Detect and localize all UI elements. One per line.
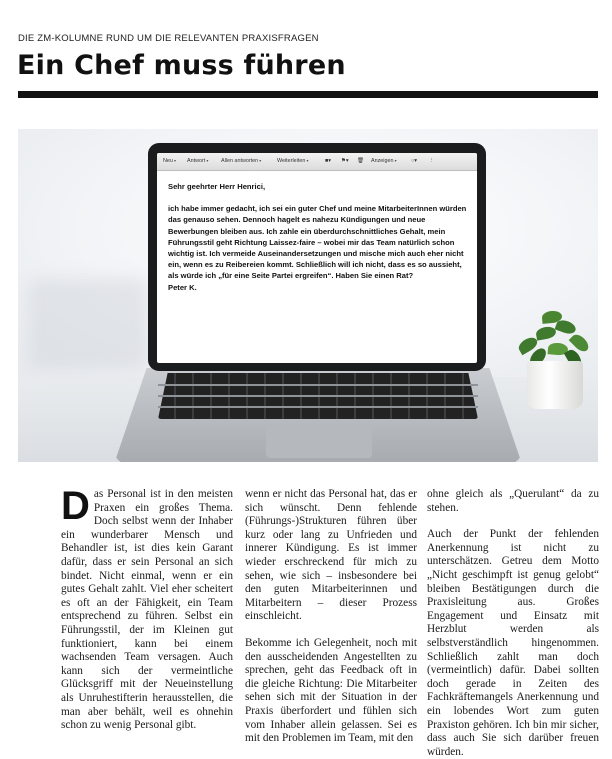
trash-icon: 🗑: [357, 158, 364, 164]
kicker: DIE ZM-KOLUMNE RUND UM DIE RELEVANTEN PRAXISFRAGEN: [18, 33, 319, 44]
laptop-screen: [157, 153, 477, 363]
folder-icon: ■▾: [325, 158, 331, 164]
column-2-paragraph-1: wenn er nicht das Personal hat, das er sich wünscht. Denn fehlende (Führungs-)Strukturen führen über kurz oder lang zu Unfrieden und innerer Kündigung. Es ist immer wieder erschreckend für mich zu sehen, wie sich – insbesondere bei den guten Mitarbeiterinnen und Mitarbeitern – dieser Prozess einschleicht.: [245, 488, 417, 623]
headline: Ein Chef muss führen: [17, 50, 346, 81]
plant-pot: [527, 361, 583, 409]
toolbar-forward: Weiterleiten ▾: [277, 158, 309, 164]
laptop-trackpad: [266, 424, 372, 458]
column-2-paragraph-2: Bekomme ich Gelegenheit, noch mit den ausscheidenden Angestellten zu sprechen, geht das Feedback oft in die gleiche Richtung: Die Mitarbeiter sehen sich mit der Situation in der Praxis überfordert und fühlen sich vom Inhaber allein gelassen. Sei es mit den Problemen im Team, mit den: [245, 636, 417, 745]
toolbar-view: Anzeigen ▾: [371, 158, 397, 164]
headline-rule: [18, 91, 598, 98]
article-column-3: [427, 488, 599, 759]
column-3-paragraph-1: ohne gleich als „Querulant“ da zu stehen.: [427, 488, 599, 514]
mail-letter: [168, 181, 468, 293]
toolbar-reply: Antwort ▾: [187, 158, 209, 164]
flag-icon: ⚑▾: [341, 158, 349, 164]
laptop-photo: [18, 129, 598, 462]
mail-toolbar: [157, 153, 477, 171]
letter-body: ich habe immer gedacht, ich sei ein guter Chef und meine MitarbeiterInnen würden das genauso sehen. Dennoch hagelt es nahezu Kündigungen und neue Bewerbungen bleiben aus. Ich zahle ein überdurchschnittliches Gehalt, mein Führungsstil geht Richtung Laissez-faire – wobei mir das Team natürlich schon wichtig ist. Ich vermeide Auseinandersetzungen und mische mich auch eher nicht ein, wenn es zu Reibereien kommt. Schließlich will ich nicht, dass es so aussieht, als würde ich „für eine Seite Partei ergreifen“. Haben Sie einen Rat?: [168, 204, 467, 281]
search-icon: ○▾: [411, 158, 417, 164]
letter-salutation: Sehr geehrter Herr Henrici,: [168, 182, 266, 191]
article-column-2: [245, 488, 417, 746]
column-3-paragraph-2: Auch der Punkt der fehlenden Anerkennung ist nicht zu unterschätzen. Getreu dem Motto „Nicht geschimpft ist genug gelobt“ bleiben Bestätigungen durch die Praxisleitung aus. Großes Engagement und Einsatz mit Herzblut werden als selbstverständlich hingenommen. Schließlich zahlt man doch (vermeintlich) dafür. Dabei sollten doch gerade in Zeiten des Fachkräftemangels Anerkennung und ein lobendes Wort zum guten Praxiston gehören. Ich bin mir sicher, dass auch Sie sich darüber freuen würden.: [427, 528, 599, 758]
column-1-text: as Personal ist in den meisten Praxen ein großes Thema. Doch selbst wenn der Inhaber ein wunderbarer Mensch und Behandler ist, ist dies kein Garant dafür, dass er sein Personal an sich bindet. Nicht einmal, wenn er ein gutes Gehalt zahlt. Viel eher scheitert es oft an der Fähigkeit, ein Team entsprechend zu führen. Selbst ein Führungsstil, der im Kleinen gut funktioniert, kann bei einem wachsenden Team versagen. Auch kann sich der vermeintliche Glücksgriff mit der Neueinstellung als Unruhestifterin herausstellen, die man aber behält, weil es ohnehin schon zu wenig Personal gibt.: [61, 488, 233, 732]
toolbar-reply-all: Allen antworten ▾: [221, 158, 262, 164]
drop-cap: D: [61, 484, 90, 528]
more-icon: ⋮: [429, 158, 435, 164]
letter-signature: Peter K.: [168, 282, 197, 292]
article-column-1: [61, 484, 233, 733]
toolbar-new: Neu ▾: [163, 158, 177, 164]
